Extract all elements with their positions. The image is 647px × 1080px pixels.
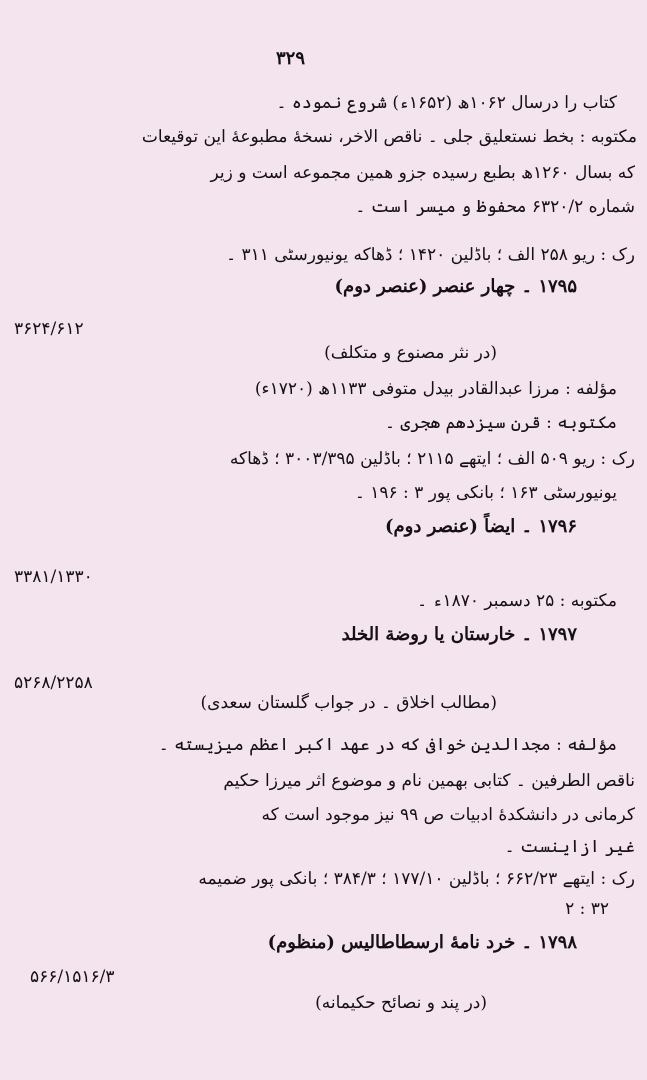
subject-line: (در پند و نصائح حکیمانه)	[315, 993, 487, 1013]
text-line: غیر ازاینست ۔	[504, 837, 635, 857]
text-line: مکتوبه : ۲۵ دسمبر ۱۸۷۰ء ۔	[417, 591, 617, 611]
call-number-1795: ۳۶۲۴/۶۱۲	[14, 319, 84, 339]
text-line: مکتوبه : بخط نستعلیق جلی ۔ ناقص الاخر، نسخهٔ مطبوعهٔ این توقیعات	[141, 127, 637, 147]
author-line: مؤلفه : مجدالدین خوافی که در عهد اکبر اعظم میزیسته ۔	[158, 735, 617, 755]
call-number-1798: ۵۶۶/۱۵۱۶/۳	[30, 967, 115, 987]
text-line: شماره ۶۳۲۰/۲ محفوظ و میسر است ۔	[355, 197, 635, 217]
subject-line: (در نثر مصنوع و متکلف)	[324, 343, 497, 363]
entry-heading-1797: ۱۷۹۷ ۔ خارستان یا روضة الخلد	[341, 624, 577, 645]
entry-heading-1795: ۱۷۹۵ ۔ چهار عنصر (عنصر دوم)	[334, 276, 577, 297]
text-line: که بسال ۱۲۶۰ھ بطبع رسیده جزو همین مجموعه است و زیر	[210, 163, 635, 183]
text-line: کتاب را درسال ۱۰۶۲ھ (۱۶۵۲ء) شروع نموده ۔	[276, 93, 617, 113]
text-line: کرمانی در دانشکدهٔ ادبیات ص ۹۹ نیز موجود است که	[261, 805, 635, 825]
text-line: ناقص الطرفین ۔ کتابی بهمین نام و موضوع اثر میرزا حکیم	[223, 771, 635, 791]
reference-line: ۲ : ۳۲	[565, 899, 609, 919]
reference-line: رک : ریو ۵۰۹ الف ؛ ایتھے ۲۱۱۵ ؛ باڈلین ۳۰۰۳/۳۹۵ ؛ ڈھاکه	[229, 449, 635, 469]
reference-line: رک : ایتھے ۶۶۲/۲۳ ؛ باڈلین ۱۷۷/۱۰ ؛ ۳۸۴/۳ ؛ بانکی پور ضمیمه	[198, 869, 635, 889]
entry-heading-1796: ۱۷۹۶ ۔ ایضاً (عنصر دوم)	[385, 516, 577, 537]
reference-line: یونیورسٹی ۱۶۳ ؛ بانکی پور ۳ : ۱۹۶ ۔	[354, 483, 617, 503]
subject-line: (مطالب اخلاق ۔ در جواب گلستان سعدی)	[200, 693, 497, 713]
author-line: مؤلفه : مرزا عبدالقادر بیدل متوفی ۱۱۳۳ھ (۱۷۲۰ء)	[254, 379, 617, 399]
call-number-1796: ۳۳۸۱/۱۳۳۰	[14, 567, 93, 587]
call-number-1797: ۵۲۶۸/۲۲۵۸	[14, 673, 93, 693]
reference-line: رک : ریو ۲۵۸ الف ؛ باڈلین ۱۴۲۰ ؛ ڈھاکه یونیورسٹی ۳۱۱ ۔	[226, 245, 635, 265]
text-line: مکتوبه : قرن سیزدهم هجری ۔	[385, 413, 617, 433]
entry-heading-1798: ۱۷۹۸ ۔ خرد نامهٔ ارسطاطالیس (منظوم)	[267, 932, 577, 953]
page-number: ۳۲۹	[276, 48, 306, 69]
